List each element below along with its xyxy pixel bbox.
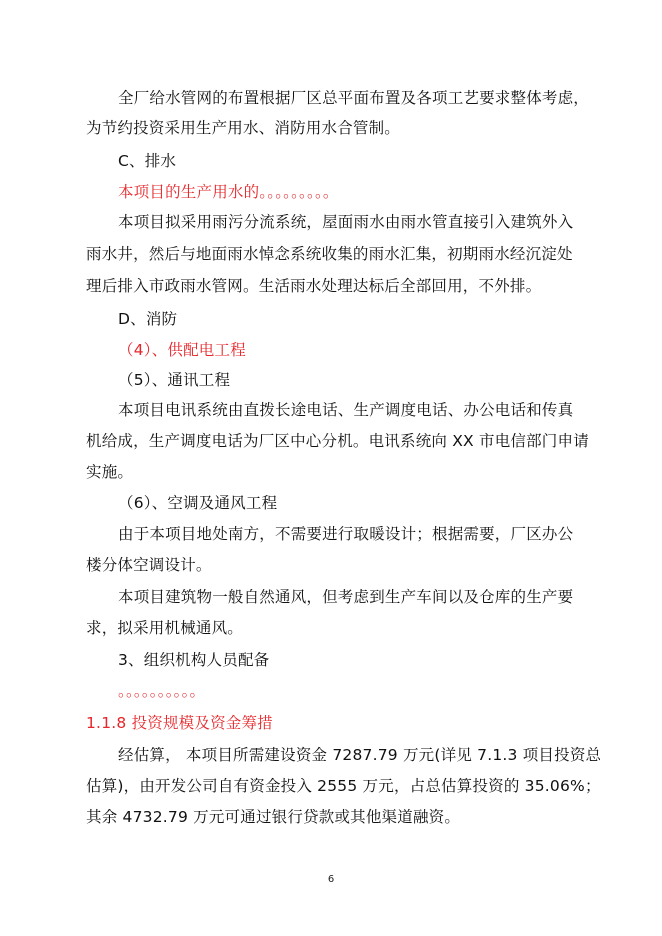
- section-heading-fire-protection: D、消防: [118, 310, 178, 328]
- red-placeholder-dots: 。。。。。。。。。。: [118, 682, 206, 700]
- section-heading-drainage: C、排水: [118, 152, 177, 170]
- paragraph-line-ventilation-1: 本项目建筑物一般自然通风，但考虑到生产车间以及仓库的生产要: [118, 588, 574, 606]
- section-heading-investment-funding: 1.1.8 投资规模及资金筹措: [86, 714, 273, 732]
- paragraph-line-drainage-3: 理后排入市政雨水管网。生活雨水处理达标后全部回用，不外排。: [86, 277, 542, 295]
- paragraph-line-communications-3: 实施。: [86, 463, 134, 481]
- paragraph-line-drainage-2: 雨水井，然后与地面雨水悼念系统收集的雨水汇集，初期雨水经沉淀处: [86, 245, 573, 263]
- section-heading-organization-staffing: 3、组织机构人员配备: [118, 651, 270, 669]
- section-heading-communications: （5）、通讯工程: [118, 371, 231, 389]
- paragraph-line-water-supply-1: 全厂给水管网的布置根据厂区总平面布置及各项工艺要求整体考虑，: [118, 89, 590, 107]
- paragraph-line-investment-1: 经估算， 本项目所需建设资金 7287.79 万元(详见 7.1.3 项目投资总: [118, 746, 602, 764]
- paragraph-line-hvac-2: 楼分体空调设计。: [86, 556, 212, 574]
- paragraph-line-communications-1: 本项目电讯系统由直拨长途电话、生产调度电话、办公电话和传真: [118, 401, 574, 419]
- paragraph-line-drainage-1: 本项目拟采用雨污分流系统，屋面雨水由雨水管直接引入建筑外入: [118, 213, 574, 231]
- section-heading-power-supply: （4）、供配电工程: [118, 341, 246, 359]
- paragraph-line-hvac-1: 由于本项目地处南方，不需要进行取暖设计；根据需要，厂区办公: [118, 525, 574, 543]
- section-heading-hvac: （6）、空调及通风工程: [118, 494, 278, 512]
- page-number: 6: [327, 874, 335, 885]
- paragraph-line-investment-3: 其余 4732.79 万元可通过银行贷款或其他渠道融资。: [86, 808, 461, 826]
- paragraph-line-ventilation-2: 求，拟采用机械通风。: [86, 619, 244, 637]
- red-note-production-water: 本项目的生产用水的。。。。。。。。。: [118, 183, 339, 201]
- paragraph-line-water-supply-2: 为节约投资采用生产用水、消防用水合管制。: [86, 119, 401, 137]
- paragraph-line-investment-2: 估算)，由开发公司自有资金投入 2555 万元，占总估算投资的 35.06%；: [86, 777, 601, 795]
- paragraph-line-communications-2: 机给成，生产调度电话为厂区中心分机。电讯系统向 XX 市电信部门申请: [86, 432, 589, 450]
